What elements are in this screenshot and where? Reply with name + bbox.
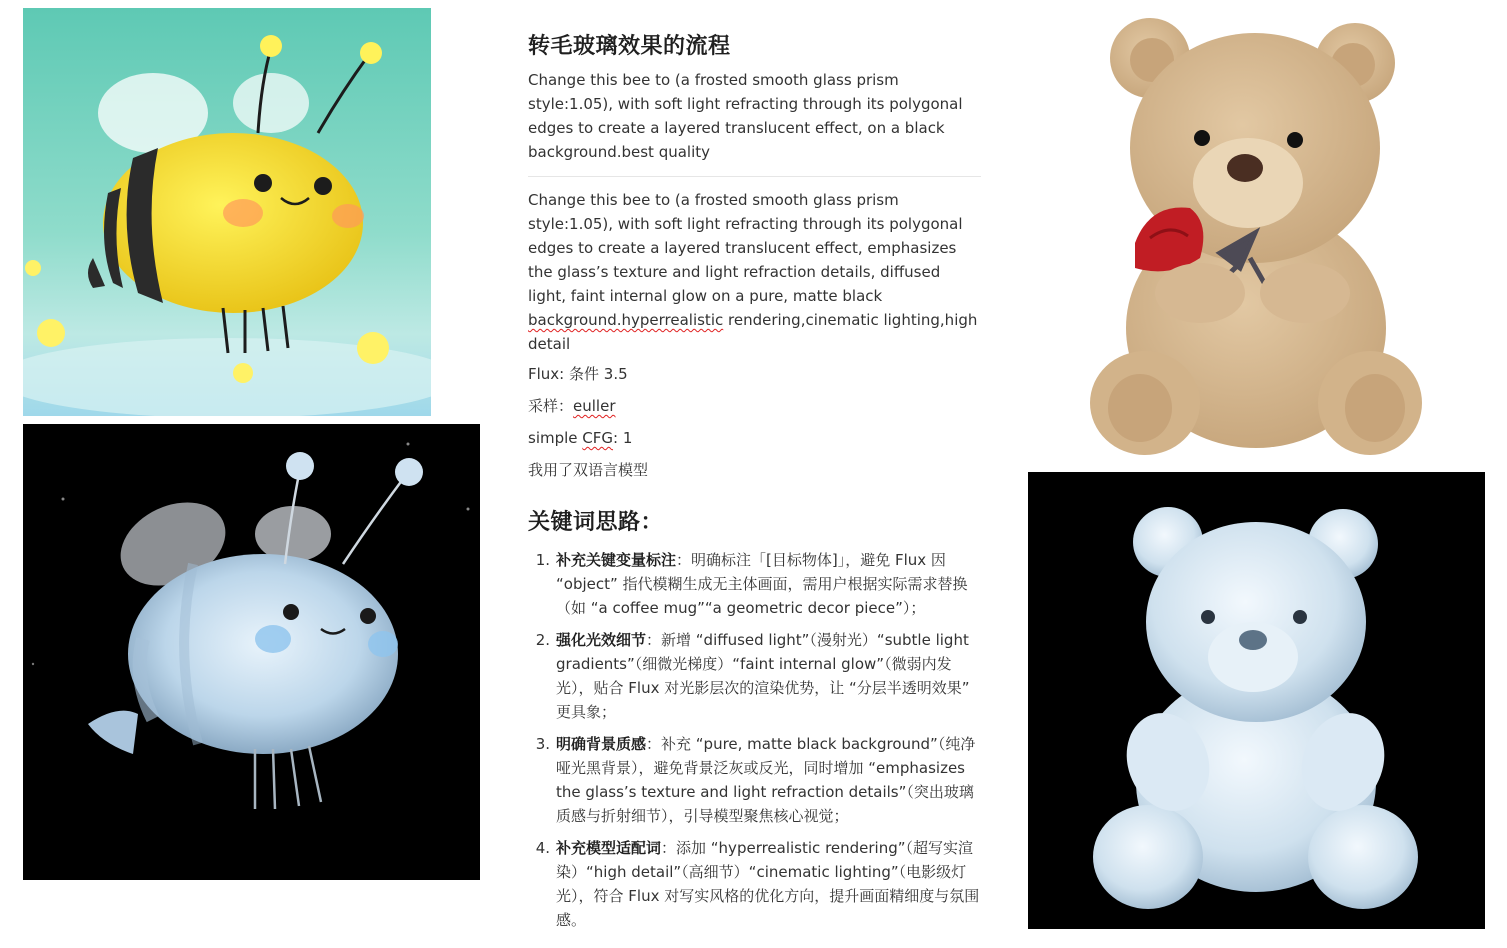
teddy-bear-original-image (1090, 8, 1422, 460)
cfg-prefix: simple (528, 429, 583, 447)
prompt-text-2-part-2: background.hyperrealistic (528, 311, 724, 329)
flux-setting: Flux: 条件 3.5 (528, 365, 628, 383)
list-item (528, 628, 983, 724)
prompt-text-2-part-3: rendering,cinematic lighting,high detail (528, 311, 978, 353)
prompt-text-2 (528, 188, 983, 356)
list-item-text: ：新增 “diffused light”（漫射光）“subtle light gradients”（细微光梯度）“faint internal glow”（微弱内发光），贴合 Flux 对光影层次的渲染优势，让 “分层半透明效果” 更具象； (556, 631, 970, 721)
prompt-text-2-part-1: Change this bee to (a frosted smooth glass prism style:1.05), with soft light refracting through its polygonal edges to create a layered translucent effect, emphasizes the glass’s texture and light refraction details, diffused light, faint internal glow on a pure, matte black (528, 191, 963, 305)
list-item-heading: 强化光效细节 (556, 631, 647, 649)
cfg-value: : 1 (613, 429, 633, 447)
list-item (528, 836, 983, 932)
section-title-process: 转毛玻璃效果的流程 (528, 34, 731, 59)
prompt-notes (528, 28, 983, 940)
bee-original-image (23, 8, 431, 416)
cfg-setting (528, 426, 983, 450)
list-number: 3. (535, 735, 550, 753)
keyword-list (528, 548, 983, 932)
list-item (528, 548, 983, 620)
list-item-heading: 明确背景质感 (556, 735, 647, 753)
cfg-label: CFG (582, 429, 614, 447)
list-item-heading: 补充模型适配词 (556, 839, 662, 857)
sampler-value: euller (573, 397, 616, 415)
sampler-label: 采样： (528, 397, 574, 415)
list-item-text: ：添加 “hyperrealistic rendering”（超写实渲染）“high detail”（高细节）“cinematic lighting”（电影级灯光），符合 Flux 对写实风格的优化方向，提升画面精细度与氛围感。 (556, 839, 980, 929)
teddy-bear-glass-image (1028, 472, 1485, 929)
list-item-heading: 补充关键变量标注 (556, 551, 677, 569)
model-note: 我用了双语言模型 (528, 461, 649, 479)
list-item-text: ：明确标注「[目标物体]」，避免 Flux 因 “object” 指代模糊生成无主体画面，需用户根据实际需求替换（如 “a coffee mug”“a geometric decor piece”）； (556, 551, 968, 617)
list-number: 1. (535, 551, 550, 569)
list-item (528, 732, 983, 828)
section-title-keywords: 关键词思路： (528, 510, 664, 535)
bee-glass-image (23, 424, 480, 880)
prompt-text-1: Change this bee to (a frosted smooth glass prism style:1.05), with soft light refracting through its polygonal edges to create a layered translucent effect, on a black background.best quality (528, 71, 963, 161)
list-number: 2. (535, 631, 550, 649)
list-number: 4. (535, 839, 550, 857)
sampler-setting (528, 394, 983, 418)
list-item-text: ：补充 “pure, matte black background”（纯净哑光黑背景），避免背景泛灰或反光，同时增加 “emphasizes the glass’s texture and light refraction details”（突出玻璃质感与折射细节），引导模型聚焦核心视觉； (556, 735, 976, 825)
divider (528, 176, 981, 177)
